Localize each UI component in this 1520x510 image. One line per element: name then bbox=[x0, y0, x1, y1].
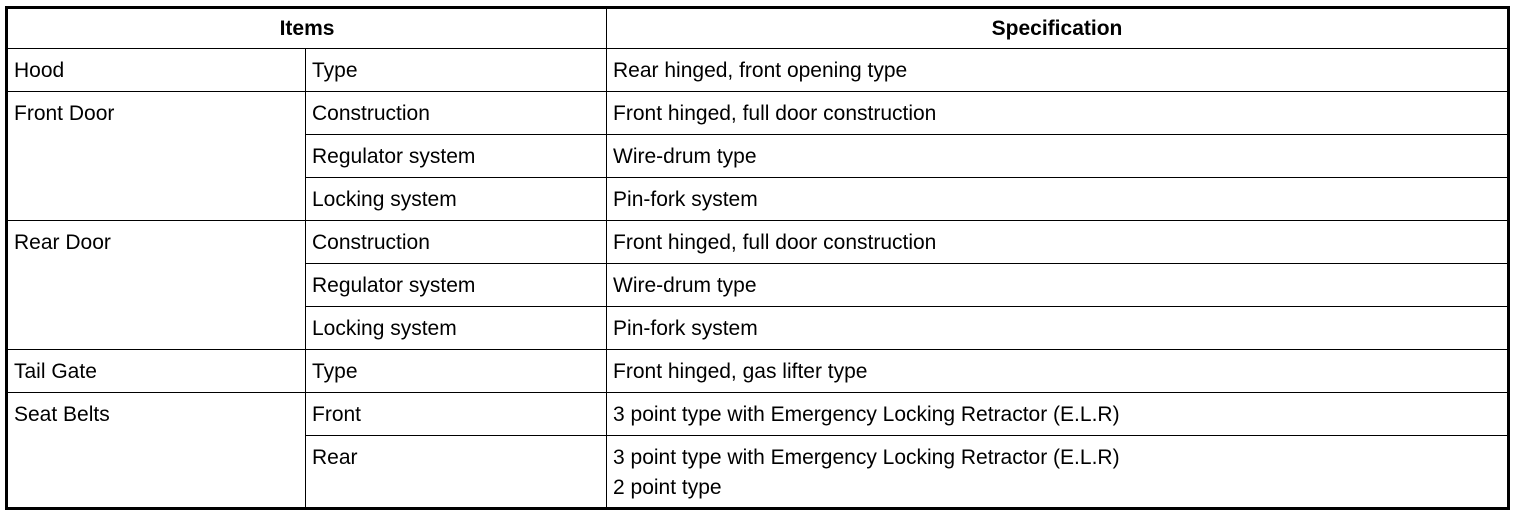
header-specification: Specification bbox=[607, 8, 1509, 49]
item-cell: Type bbox=[306, 49, 607, 92]
item-cell: Locking system bbox=[306, 307, 607, 350]
table-row bbox=[7, 92, 1509, 135]
spec-cell bbox=[607, 178, 1509, 221]
item-cell: Front bbox=[306, 393, 607, 436]
table-body bbox=[7, 49, 1509, 509]
spec-cell bbox=[607, 264, 1509, 307]
specification-table bbox=[5, 6, 1510, 510]
item-cell: Type bbox=[306, 350, 607, 393]
item-cell: Regulator system bbox=[306, 135, 607, 178]
group-cell: Tail Gate bbox=[7, 350, 306, 393]
header-row bbox=[7, 8, 1509, 49]
item-cell: Construction bbox=[306, 221, 607, 264]
spec-line: 3 point type with Emergency Locking Retractor (E.L.R) bbox=[613, 446, 1120, 469]
header-items: Items bbox=[7, 8, 607, 49]
spec-cell bbox=[607, 350, 1509, 393]
spec-line: Wire-drum type bbox=[613, 145, 757, 168]
spec-line: Wire-drum type bbox=[613, 274, 757, 297]
spec-cell bbox=[607, 221, 1509, 264]
item-cell: Rear bbox=[306, 436, 607, 509]
group-cell: Seat Belts bbox=[7, 393, 306, 509]
spec-cell bbox=[607, 49, 1509, 92]
spec-line: Front hinged, gas lifter type bbox=[613, 360, 868, 383]
item-cell: Locking system bbox=[306, 178, 607, 221]
spec-line: 3 point type with Emergency Locking Retractor (E.L.R) bbox=[613, 403, 1120, 426]
table-row bbox=[7, 49, 1509, 92]
spec-cell bbox=[607, 436, 1509, 509]
table-row bbox=[7, 350, 1509, 393]
item-cell: Construction bbox=[306, 92, 607, 135]
spec-line: Front hinged, full door construction bbox=[613, 102, 937, 125]
spec-line: 2 point type bbox=[613, 476, 722, 499]
group-cell: Hood bbox=[7, 49, 306, 92]
table-row bbox=[7, 393, 1509, 436]
table-row bbox=[7, 221, 1509, 264]
group-cell: Rear Door bbox=[7, 221, 306, 350]
spec-line: Pin-fork system bbox=[613, 317, 758, 340]
spec-line: Rear hinged, front opening type bbox=[613, 59, 908, 82]
spec-cell bbox=[607, 92, 1509, 135]
spec-cell bbox=[607, 393, 1509, 436]
spec-line: Front hinged, full door construction bbox=[613, 231, 937, 254]
spec-line: Pin-fork system bbox=[613, 188, 758, 211]
spec-cell bbox=[607, 307, 1509, 350]
item-cell: Regulator system bbox=[306, 264, 607, 307]
spec-cell bbox=[607, 135, 1509, 178]
group-cell: Front Door bbox=[7, 92, 306, 221]
